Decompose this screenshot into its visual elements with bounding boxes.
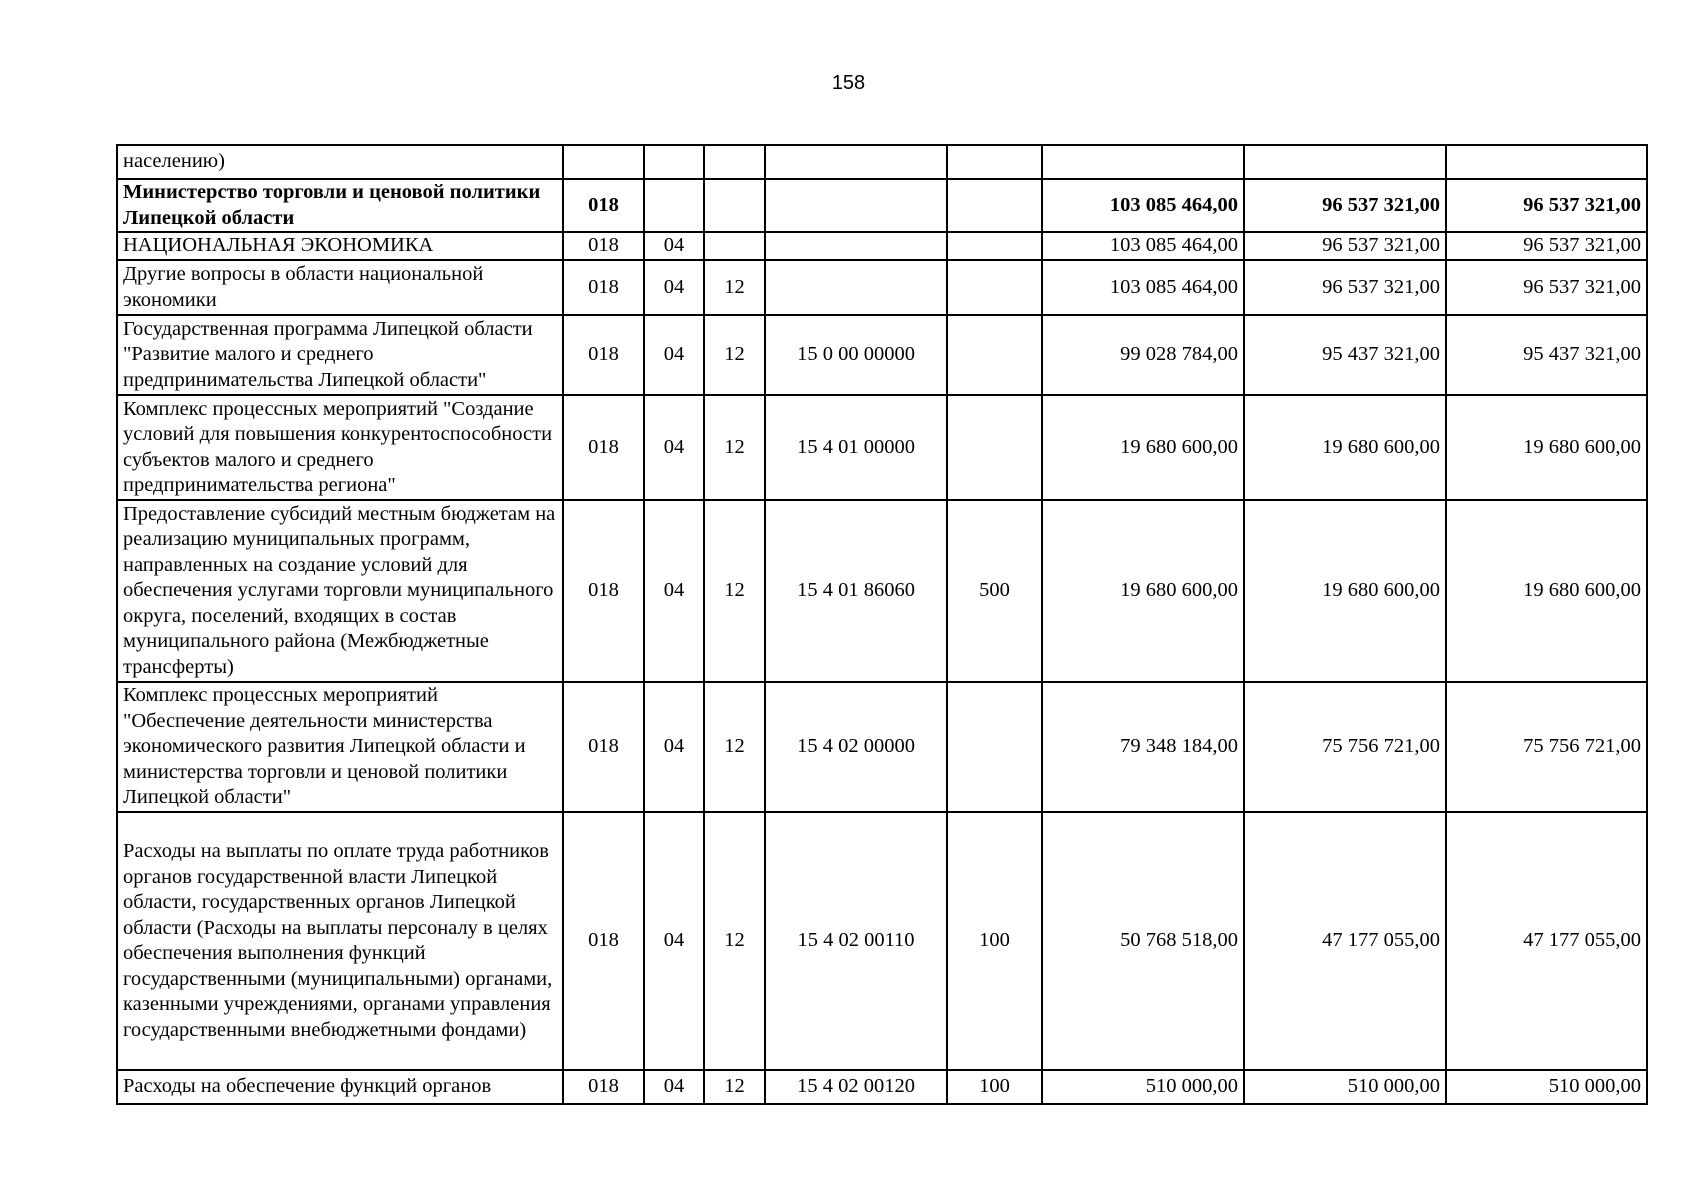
amount-cell-3: 96 537 321,00: [1446, 232, 1647, 260]
table-row: [117, 179, 1647, 232]
amount-cell-2: 19 680 600,00: [1244, 395, 1446, 500]
target-article-cell: [765, 232, 947, 260]
ministry-code-cell: 018: [563, 1070, 644, 1104]
target-article-cell: 15 4 01 86060: [765, 500, 947, 682]
row-name-cell: Комплекс процессных мероприятий "Обеспечение деятельности министерства экономического развития Липецкой области и министерства торговли и ценовой политики Липецкой области": [117, 682, 563, 812]
amount-cell-3: 47 177 055,00: [1446, 812, 1647, 1070]
row-name-cell: НАЦИОНАЛЬНАЯ ЭКОНОМИКА: [117, 232, 563, 260]
amount-cell-3: 75 756 721,00: [1446, 682, 1647, 812]
target-article-cell: 15 0 00 00000: [765, 315, 947, 395]
target-article-cell: 15 4 02 00110: [765, 812, 947, 1070]
row-name-cell: Комплекс процессных мероприятий "Создание условий для повышения конкурентоспособности субъектов малого и среднего предпринимательства региона": [117, 395, 563, 500]
subsection-code-cell: 12: [704, 395, 765, 500]
amount-cell-2: 510 000,00: [1244, 1070, 1446, 1104]
amount-cell-2: 96 537 321,00: [1244, 260, 1446, 315]
row-name-cell: Расходы на выплаты по оплате труда работников органов государственной власти Липецкой области, государственных органов Липецкой области (Расходы на выплаты персоналу в целях обеспечения выполнения функций государственными (муниципальными) органами, казенными учреждениями, органами управления государственными внебюджетными фондами): [117, 812, 563, 1070]
subsection-code-cell: 12: [704, 682, 765, 812]
table-row: [117, 232, 1647, 260]
amount-cell-1: 103 085 464,00: [1042, 179, 1244, 232]
expense-type-cell: [947, 179, 1042, 232]
section-code-cell: 04: [644, 395, 704, 500]
table-row: [117, 500, 1647, 682]
amount-cell-1: 19 680 600,00: [1042, 395, 1244, 500]
page-number: 158: [831, 72, 866, 94]
section-code-cell: 04: [644, 315, 704, 395]
section-code-cell: 04: [644, 682, 704, 812]
section-code-cell: 04: [644, 500, 704, 682]
row-name-cell: населению): [117, 145, 563, 179]
ministry-code-cell: 018: [563, 812, 644, 1070]
amount-cell-1: 103 085 464,00: [1042, 232, 1244, 260]
ministry-code-cell: 018: [563, 500, 644, 682]
amount-cell-3: 510 000,00: [1446, 1070, 1647, 1104]
amount-cell-2: 96 537 321,00: [1244, 232, 1446, 260]
amount-cell-3: 96 537 321,00: [1446, 179, 1647, 232]
table-row: [117, 315, 1647, 395]
expense-type-cell: [947, 232, 1042, 260]
table-row: [117, 260, 1647, 315]
expense-type-cell: 100: [947, 1070, 1042, 1104]
section-code-cell: [644, 179, 704, 232]
amount-cell-1: 510 000,00: [1042, 1070, 1244, 1104]
amount-cell-3: 95 437 321,00: [1446, 315, 1647, 395]
ministry-code-cell: 018: [563, 179, 644, 232]
subsection-code-cell: 12: [704, 260, 765, 315]
amount-cell-2: 96 537 321,00: [1244, 179, 1446, 232]
ministry-code-cell: [563, 145, 644, 179]
section-code-cell: 04: [644, 1070, 704, 1104]
subsection-code-cell: 12: [704, 1070, 765, 1104]
row-name-cell: Государственная программа Липецкой области "Развитие малого и среднего предпринимательства Липецкой области": [117, 315, 563, 395]
amount-cell-1: 50 768 518,00: [1042, 812, 1244, 1070]
amount-cell-1: 99 028 784,00: [1042, 315, 1244, 395]
amount-cell-1: 79 348 184,00: [1042, 682, 1244, 812]
amount-cell-2: 75 756 721,00: [1244, 682, 1446, 812]
section-code-cell: 04: [644, 260, 704, 315]
row-name-cell: Министерство торговли и ценовой политики Липецкой области: [117, 179, 563, 232]
subsection-code-cell: [704, 179, 765, 232]
section-code-cell: 04: [644, 232, 704, 260]
row-name-cell: Другие вопросы в области национальной экономики: [117, 260, 563, 315]
amount-cell-3: 96 537 321,00: [1446, 260, 1647, 315]
section-code-cell: [644, 145, 704, 179]
amount-cell-3: 19 680 600,00: [1446, 395, 1647, 500]
expense-type-cell: [947, 145, 1042, 179]
table-body: [117, 145, 1647, 1104]
ministry-code-cell: 018: [563, 315, 644, 395]
expense-type-cell: [947, 315, 1042, 395]
subsection-code-cell: 12: [704, 500, 765, 682]
amount-cell-2: [1244, 145, 1446, 179]
subsection-code-cell: 12: [704, 812, 765, 1070]
amount-cell-1: [1042, 145, 1244, 179]
table-row: [117, 145, 1647, 179]
target-article-cell: [765, 179, 947, 232]
table-row: [117, 682, 1647, 812]
section-code-cell: 04: [644, 812, 704, 1070]
subsection-code-cell: [704, 232, 765, 260]
amount-cell-1: 19 680 600,00: [1042, 500, 1244, 682]
expense-type-cell: 100: [947, 812, 1042, 1070]
expense-type-cell: 500: [947, 500, 1042, 682]
expense-type-cell: [947, 260, 1042, 315]
row-name-cell: Предоставление субсидий местным бюджетам на реализацию муниципальных программ, направленных на создание условий для обеспечения услугами торговли муниципального округа, поселений, входящих в состав муниципального района (Межбюджетные трансферты): [117, 500, 563, 682]
table-row: [117, 812, 1647, 1070]
target-article-cell: [765, 260, 947, 315]
ministry-code-cell: 018: [563, 682, 644, 812]
amount-cell-3: 19 680 600,00: [1446, 500, 1647, 682]
target-article-cell: 15 4 02 00000: [765, 682, 947, 812]
target-article-cell: 15 4 01 00000: [765, 395, 947, 500]
ministry-code-cell: 018: [563, 232, 644, 260]
budget-table: [116, 144, 1648, 1105]
expense-type-cell: [947, 395, 1042, 500]
amount-cell-2: 47 177 055,00: [1244, 812, 1446, 1070]
amount-cell-2: 19 680 600,00: [1244, 500, 1446, 682]
target-article-cell: [765, 145, 947, 179]
row-name-cell: Расходы на обеспечение функций органов: [117, 1070, 563, 1104]
table-row: [117, 395, 1647, 500]
amount-cell-2: 95 437 321,00: [1244, 315, 1446, 395]
subsection-code-cell: [704, 145, 765, 179]
ministry-code-cell: 018: [563, 260, 644, 315]
amount-cell-1: 103 085 464,00: [1042, 260, 1244, 315]
table-row: [117, 1070, 1647, 1104]
expense-type-cell: [947, 682, 1042, 812]
amount-cell-3: [1446, 145, 1647, 179]
ministry-code-cell: 018: [563, 395, 644, 500]
subsection-code-cell: 12: [704, 315, 765, 395]
target-article-cell: 15 4 02 00120: [765, 1070, 947, 1104]
